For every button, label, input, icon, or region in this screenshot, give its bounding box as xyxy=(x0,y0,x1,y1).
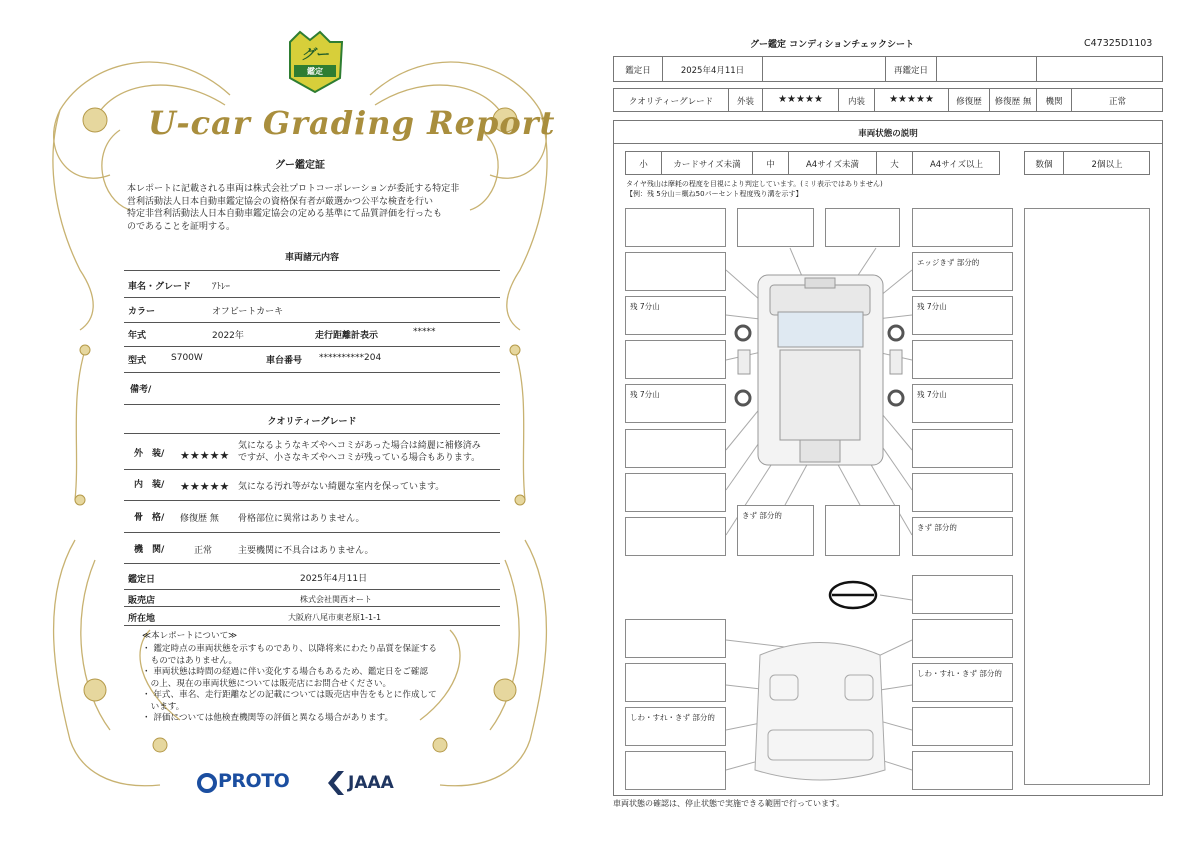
engine-desc: 主要機関に不具合はありません。 xyxy=(238,546,374,556)
tire-note-line: 【例：残 5分山＝概ね50パーセント程度残り溝を示す】 xyxy=(626,190,803,198)
recheck-label: 再鑑定日 xyxy=(893,66,928,76)
certificate-title: グー鑑定証 xyxy=(275,160,325,171)
frame-value: 修復歴 無 xyxy=(180,514,219,524)
box-text: きず 部分的 xyxy=(742,511,782,520)
tire-front-left-box xyxy=(625,296,726,335)
divider xyxy=(124,500,500,501)
exterior-stars: ★★★★★ xyxy=(180,449,230,462)
note-line: ・ 鑑定時点の車両状態を示すものであり、以降将来にわたり品質を保証する xyxy=(142,644,437,654)
legend-small-desc: カードサイズ未満 xyxy=(673,160,741,170)
engine-label: 機 関/ xyxy=(134,545,165,555)
qg-label: クオリティーグレード xyxy=(628,97,714,107)
cert-line: 特定非営利活動法人日本自動車鑑定協会の定める基準にて品質評価を行ったも xyxy=(127,209,443,219)
condition-box xyxy=(625,751,726,790)
divider xyxy=(124,532,500,533)
blank-cell xyxy=(1036,56,1163,82)
interior-stars: ★★★★★ xyxy=(180,480,230,493)
note-line: います。 xyxy=(142,701,185,712)
model-label: 型式 xyxy=(128,356,147,366)
condition-box xyxy=(625,619,726,658)
notes-title: ≪本レポートについて≫ xyxy=(142,631,238,641)
condition-box xyxy=(625,429,726,468)
box-text: 残 7分山 xyxy=(917,390,947,399)
badge-top-text: グー xyxy=(301,47,329,63)
badge-bottom-text: 鑑定 xyxy=(307,67,323,76)
car-name-label: 車名・グレード xyxy=(128,282,192,292)
tire-front-right-box xyxy=(912,296,1013,335)
engine-value: 正常 xyxy=(1108,97,1126,107)
note-line: ・ 車両状態は時間の経過に伴い変化する場合もあるため、鑑定日をご確認 xyxy=(142,667,428,677)
cert-line: 営利活動法人日本自動車鑑定協会の資格保有者が厳選かつ公平な検査を行い xyxy=(127,196,434,207)
condition-box xyxy=(912,429,1013,468)
condition-box xyxy=(912,751,1013,790)
box-text: しわ・すれ・きず 部分的 xyxy=(917,669,1002,678)
divider xyxy=(124,270,500,271)
address-label: 所在地 xyxy=(128,614,156,624)
exterior-label: 外 装/ xyxy=(134,449,165,459)
report-script-title: U-car Grading Report xyxy=(148,104,556,142)
model-value: S700W xyxy=(171,353,203,363)
desc-line: 気になるようなキズやヘコミがあった場合は綺麗に補修済み xyxy=(238,441,481,451)
year-value: 2022年 xyxy=(212,331,244,341)
legend-small: 小 xyxy=(639,160,648,170)
notes-list xyxy=(142,644,492,725)
sheet-title: グー鑑定 コンディションチェックシート xyxy=(750,40,914,50)
cert-line: のであることを証明する。 xyxy=(127,221,236,232)
condition-box xyxy=(625,473,726,512)
interior-left-box xyxy=(625,707,726,746)
box-text: 残 7分山 xyxy=(630,390,660,399)
condition-box xyxy=(625,252,726,291)
tire-note-line: タイヤ残山は摩耗の程度を目視により判定しています。(ミリ表示ではありません) xyxy=(626,180,883,188)
mileage-value: ***** xyxy=(413,327,436,337)
int-stars: ★★★★★ xyxy=(889,94,934,105)
condition-box xyxy=(912,473,1013,512)
int-label: 内装 xyxy=(847,97,865,107)
date-label: 鑑定日 xyxy=(128,575,156,585)
box-text: きず 部分的 xyxy=(917,523,957,532)
sheet-footer: 車両状態の確認は、停止状態で実施できる範囲で行っています。 xyxy=(613,799,845,808)
date-value: 2025年4月11日 xyxy=(300,574,368,584)
chassis-value: **********204 xyxy=(319,353,382,363)
remarks-label: 備考/ xyxy=(130,385,152,395)
color-value: オフビートカーキ xyxy=(212,307,284,317)
ext-stars: ★★★★★ xyxy=(778,94,823,105)
tire-rear-left-box xyxy=(625,384,726,423)
divider xyxy=(124,625,500,626)
interior-label: 内 装/ xyxy=(134,480,165,490)
box-text: しわ・すれ・きず 部分的 xyxy=(630,713,715,722)
date-value: 2025年4月11日 xyxy=(680,66,745,76)
year-label: 年式 xyxy=(128,331,147,341)
legend-mid: 中 xyxy=(766,160,775,170)
engine-value: 正常 xyxy=(194,546,213,556)
repair-value: 修復歴 無 xyxy=(994,97,1032,107)
divider xyxy=(124,469,500,470)
section-title: 車両状態の説明 xyxy=(858,129,918,139)
divider xyxy=(124,433,500,434)
quality-section-title: クオリティーグレード xyxy=(267,417,357,427)
note-line: の上、現在の車両状態については販売店にお問合せください。 xyxy=(142,678,392,689)
engine-label: 機関 xyxy=(1045,97,1063,107)
note-line: ものではありません。 xyxy=(142,655,238,666)
exterior-desc xyxy=(238,440,481,464)
date-label: 鑑定日 xyxy=(625,66,651,76)
rear-right-scratch-box xyxy=(912,517,1013,556)
rear-scratch-box xyxy=(737,505,814,556)
legend-large-desc: A4サイズ以上 xyxy=(929,160,984,170)
dealer-label: 販売店 xyxy=(128,596,156,606)
divider xyxy=(124,346,500,347)
mileage-label: 走行距離計表示 xyxy=(315,331,379,341)
dealer-value: 株式会社関西オート xyxy=(300,595,372,604)
spec-section-title: 車両諸元内容 xyxy=(284,253,339,263)
cert-line: 本レポートに記載される車両は株式会社プロトコーポレーションが委託する特定非 xyxy=(127,184,460,194)
interior-right-box xyxy=(912,663,1013,702)
interior-desc: 気になる汚れ等がない綺麗な室内を保っています。 xyxy=(238,482,445,492)
legend-count-desc: 2個以上 xyxy=(1091,160,1123,170)
condition-box xyxy=(912,208,1013,247)
legend-count: 数個 xyxy=(1035,160,1053,170)
address-value: 大阪府八尾市東老原1-1-1 xyxy=(288,613,382,622)
note-line: ・ 年式、車名、走行距離などの記載については販売店申告をもとに作成して xyxy=(142,690,437,700)
box-text: エッジきず 部分的 xyxy=(917,258,980,267)
sheet-code: C47325D1103 xyxy=(1084,38,1153,49)
box-text: 残 7分山 xyxy=(630,302,660,311)
condition-box xyxy=(625,208,726,247)
comments-box xyxy=(1024,208,1150,785)
divider xyxy=(124,589,500,590)
divider xyxy=(124,297,500,298)
divider xyxy=(124,563,500,564)
tire-rear-right-box xyxy=(912,384,1013,423)
condition-box xyxy=(625,517,726,556)
tire-note xyxy=(626,179,883,199)
condition-box xyxy=(625,663,726,702)
repair-label: 修復歴 xyxy=(956,97,982,107)
frame-desc: 骨格部位に異常はありません。 xyxy=(238,514,365,524)
condition-box-edge xyxy=(912,252,1013,291)
chassis-label: 車台番号 xyxy=(266,356,303,366)
condition-box xyxy=(912,340,1013,379)
jaaa-logo-icon xyxy=(326,769,346,797)
condition-box xyxy=(912,707,1013,746)
divider xyxy=(124,404,500,405)
legend-large: 大 xyxy=(890,160,899,170)
steering-wheel-icon xyxy=(830,582,876,608)
frame-label: 骨 格/ xyxy=(134,513,165,523)
ext-label: 外装 xyxy=(736,97,754,107)
condition-box xyxy=(737,208,814,247)
desc-line: ですが、小さなキズやヘコミが残っている場合もあります。 xyxy=(238,453,481,463)
condition-box xyxy=(825,505,900,556)
color-label: カラー xyxy=(128,307,156,317)
divider xyxy=(124,372,500,373)
steering-box xyxy=(912,575,1013,614)
certificate-body xyxy=(127,183,499,233)
box-text: 残 7分山 xyxy=(917,302,947,311)
legend-mid-desc: A4サイズ未満 xyxy=(805,160,860,170)
condition-box xyxy=(912,619,1013,658)
jaaa-logo: JAAA xyxy=(348,773,394,793)
divider xyxy=(124,322,500,323)
proto-logo-icon xyxy=(197,772,217,794)
proto-logo: PROTO xyxy=(218,770,290,792)
divider xyxy=(124,606,500,607)
note-line: ・ 評価については他検査機関等の評価と異なる場合があります。 xyxy=(142,713,394,723)
condition-box xyxy=(825,208,900,247)
condition-box xyxy=(625,340,726,379)
car-name-value: ｱﾄﾚｰ xyxy=(212,282,231,292)
